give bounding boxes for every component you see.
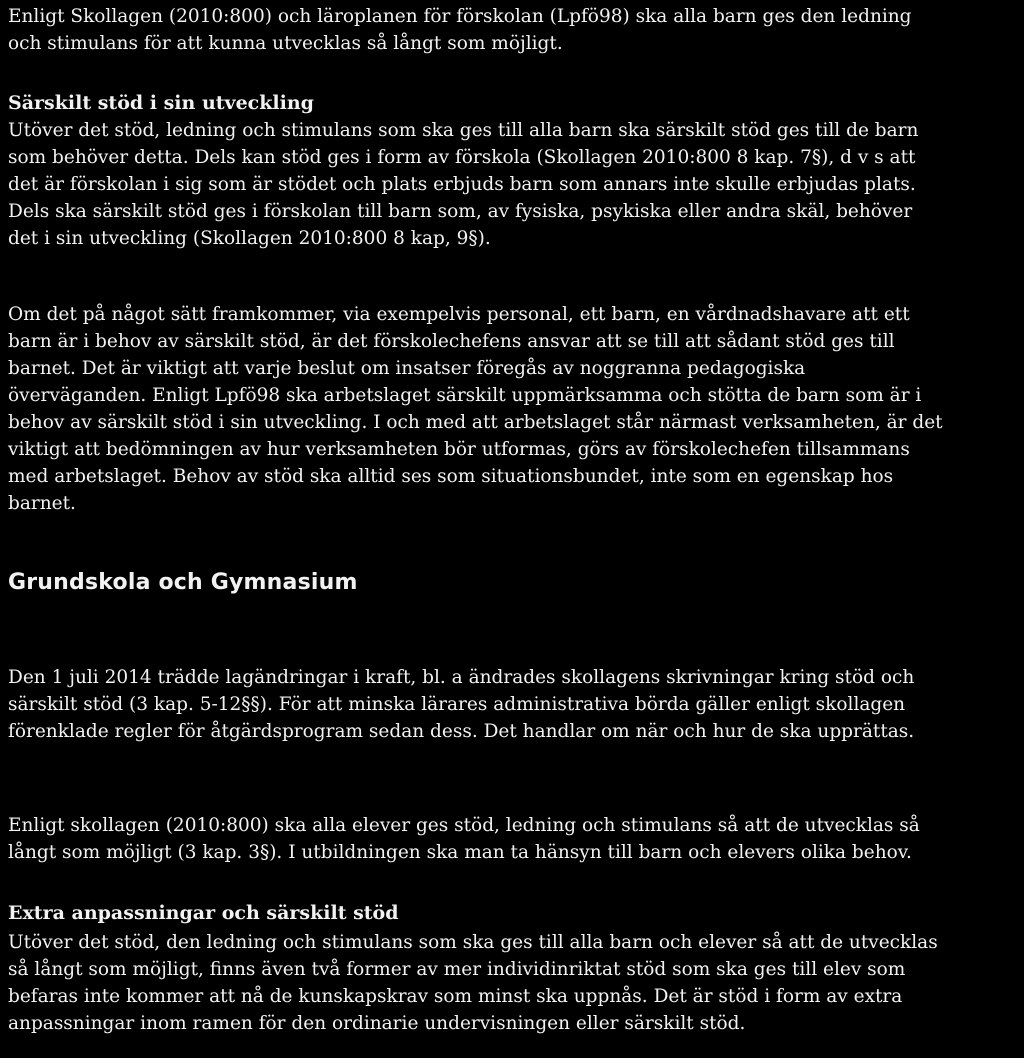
text-line: barnet. Det är viktigt att varje beslut om insatser föregås av noggranna pedagogiska xyxy=(8,358,806,379)
text-line: och stimulans för att kunna utvecklas så långt som möjligt. xyxy=(8,33,563,54)
text-line: behov av särskilt stöd i sin utveckling. I och med att arbetslaget står närmast verksamheten, är det xyxy=(8,412,943,433)
special-support-heading: Särskilt stöd i sin utveckling xyxy=(8,92,314,114)
text-line: det i sin utveckling (Skollagen 2010:800 8 kap, 9§). xyxy=(8,228,491,249)
special-support-paragraph xyxy=(8,117,918,252)
text-line: befaras inte kommer att nå de kunskapskrav som minst ska uppnås. Det är stöd i form av extra xyxy=(8,986,903,1007)
adaptations-heading: Extra anpassningar och särskilt stöd xyxy=(8,902,399,924)
text-line: med arbetslaget. Behov av stöd ska alltid ses som situationsbundet, inte som en egenskap hos xyxy=(8,466,894,487)
text-line: barnet. xyxy=(8,493,76,514)
text-line: långt som möjligt (3 kap. 3§). I utbildningen ska man ta hänsyn till barn och elevers olika behov. xyxy=(8,842,912,863)
school-section-heading: Grundskola och Gymnasium xyxy=(8,570,358,595)
law-change-paragraph xyxy=(8,664,914,745)
text-line: det är förskolan i sig som är stödet och plats erbjuds barn som annars inte skulle erbjudas plats. xyxy=(8,174,916,195)
responsibility-paragraph xyxy=(8,301,943,517)
text-line: förenklade regler för åtgärdsprogram sedan dess. Det handlar om när och hur de ska upprättas. xyxy=(8,721,915,742)
text-line: anpassningar inom ramen för den ordinarie undervisningen eller särskilt stöd. xyxy=(8,1013,746,1034)
text-line: viktigt att bedömningen av hur verksamheten bör utformas, görs av förskolechefen tillsammans xyxy=(8,439,910,460)
text-line: överväganden. Enligt Lpfö98 ska arbetslaget särskilt uppmärksamma och stötta de barn som är i xyxy=(8,385,922,406)
text-line: barn är i behov av särskilt stöd, är det förskolechefens ansvar att se till att sådant stöd ges till xyxy=(8,331,895,352)
adaptations-paragraph xyxy=(8,929,938,1037)
text-line: Om det på något sätt framkommer, via exempelvis personal, ett barn, en vårdnadshavare att ett xyxy=(8,304,910,325)
text-line: som behöver detta. Dels kan stöd ges i form av förskola (Skollagen 2010:800 8 kap. 7§), d v s att xyxy=(8,147,916,168)
text-line: så långt som möjligt, finns även två former av mer individinriktat stöd som ska ges till elev som xyxy=(8,959,906,980)
pupils-support-paragraph xyxy=(8,812,920,866)
text-line: Enligt Skollagen (2010:800) och läroplanen för förskolan (Lpfö98) ska alla barn ges den ledning xyxy=(8,6,912,27)
document-page xyxy=(8,0,1020,1058)
text-line: särskilt stöd (3 kap. 5-12§§). För att minska lärares administrativa börda gäller enligt skollagen xyxy=(8,694,906,715)
text-line: Utöver det stöd, ledning och stimulans som ska ges till alla barn ska särskilt stöd ges till de barn xyxy=(8,120,919,141)
text-line: Dels ska särskilt stöd ges i förskolan till barn som, av fysiska, psykiska eller andra skäl, behöver xyxy=(8,201,913,222)
intro-paragraph xyxy=(8,3,912,57)
text-line: Den 1 juli 2014 trädde lagändringar i kraft, bl. a ändrades skollagens skrivningar kring stöd och xyxy=(8,667,915,688)
text-line: Enligt skollagen (2010:800) ska alla elever ges stöd, ledning och stimulans så att de utvecklas så xyxy=(8,815,920,836)
text-line: Utöver det stöd, den ledning och stimulans som ska ges till alla barn och elever så att de utvecklas xyxy=(8,932,938,953)
